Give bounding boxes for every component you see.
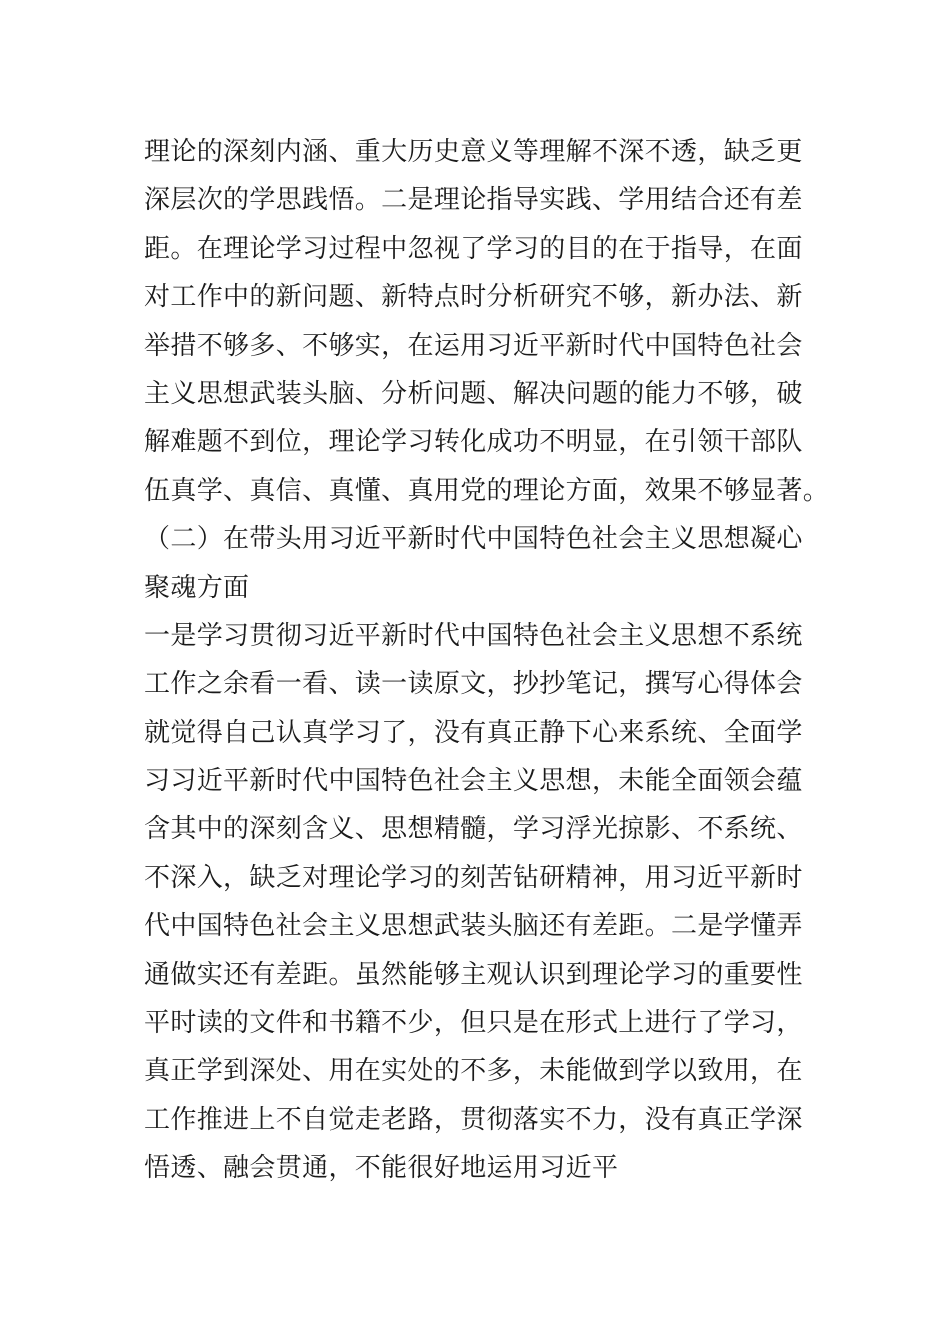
section-heading: 聚魂方面 — [144, 572, 250, 603]
text-line: 真正学到深处、用在实处的不多，未能做到学以致用，在 — [144, 1056, 803, 1087]
text-line: 习习近平新时代中国特色社会主义思想，未能全面领会蕴 — [144, 766, 803, 797]
text-line: 理论的深刻内涵、重大历史意义等理解不深不透，缺乏更 — [144, 137, 803, 167]
text-line: 距。在理论学习过程中忽视了学习的目的在于指导，在面 — [144, 233, 803, 264]
text-line: 代中国特色社会主义思想武装头脑还有差距。二是学懂弄 — [144, 911, 803, 942]
text-line: 含其中的深刻含义、思想精髓，学习浮光掠影、不系统、 — [144, 814, 803, 845]
text-line: 伍真学、真信、真懂、真用党的理论方面，效果不够显著。 — [144, 475, 830, 506]
section-heading: （二）在带头用习近平新时代中国特色社会主义思想凝心 — [144, 524, 803, 555]
text-line: 平时读的文件和书籍不少，但只是在形式上进行了学习， — [144, 1008, 803, 1039]
text-line: 悟透、融会贯通，不能很好地运用习近平 — [144, 1153, 619, 1184]
text-line: 一是学习贯彻习近平新时代中国特色社会主义思想不系统 — [144, 620, 803, 651]
text-line: 对工作中的新问题、新特点时分析研究不够，新办法、新 — [144, 282, 803, 313]
text-line: 工作推进上不自觉走老路，贯彻落实不力，没有真正学深 — [144, 1104, 803, 1135]
text-line: 工作之余看一看、读一读原文，抄抄笔记，撰写心得体会 — [144, 669, 803, 700]
text-line: 不深入，缺乏对理论学习的刻苦钻研精神，用习近平新时 — [144, 862, 803, 893]
text-line: 主义思想武装头脑、分析问题、解决问题的能力不够，破 — [144, 378, 803, 409]
text-line: 就觉得自己认真学习了，没有真正静下心来系统、全面学 — [144, 717, 803, 748]
text-line: 举措不够多、不够实，在运用习近平新时代中国特色社会 — [144, 330, 803, 361]
text-line: 解难题不到位，理论学习转化成功不明显，在引领干部队 — [144, 427, 803, 458]
document-body — [144, 128, 830, 1193]
text-line: 深层次的学思践悟。二是理论指导实践、学用结合还有差 — [144, 185, 803, 216]
text-line: 通做实还有差距。虽然能够主观认识到理论学习的重要性 — [144, 959, 803, 990]
